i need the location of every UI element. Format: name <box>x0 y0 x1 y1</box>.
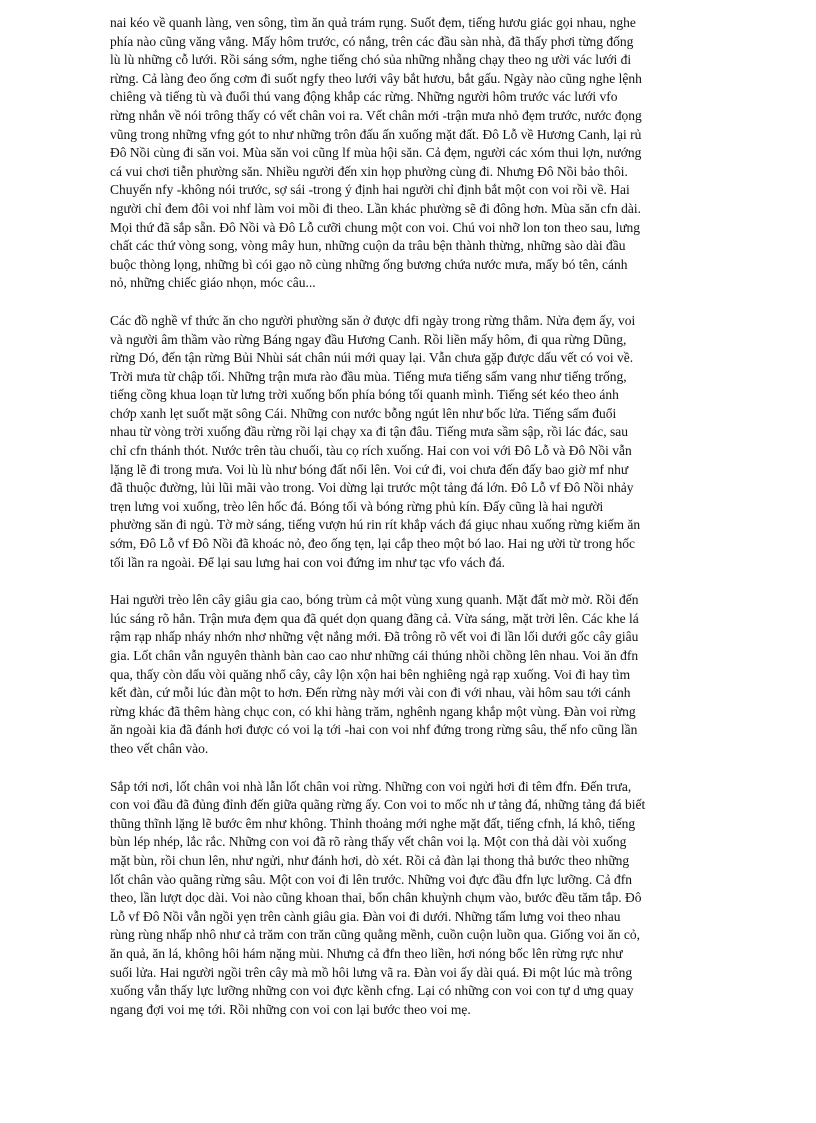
text-line: xuống vẫn thấy lực lưỡng những con voi đực kềnh cfng. Lại có những con voi con tự d ưng quay <box>110 983 634 999</box>
text-line: theo, lần lượt dọc dài. Voi nào cũng khoan thai, bốn chân khuỳnh chụm vào, bước đều tăm tắp. Đô <box>110 890 642 906</box>
text-line: cá vui chơi tiễn phường săn. Nhiều người đến xin họp phường cùng đi. Nhưng Đô Nồi bảo thôi. <box>110 163 628 179</box>
text-line: ăn quả, ăn lá, không hôi hám nặng mùi. Nhưng cả đfn theo liền, hơi nóng bốc lên rừng rực như <box>110 945 623 961</box>
text-line: lù lù những cỗ lưới. Rồi sáng sớm, nghe tiếng chó sủa những nhẵng chạy theo ng ười vác lưới đi <box>110 52 632 68</box>
text-line: Các đồ nghề vf thức ăn cho người phường săn ở được dfi ngày trong rừng thẳm. Nửa đẹm ấy, voi <box>110 312 636 328</box>
text-line: ăn ngoài kia đã đánh hơi được có voi lạ tới -hai con voi nhf đứng trong rừng sâu, thế nfo cũng lần <box>110 722 638 738</box>
text-line: theo vết chân vào. <box>110 740 209 756</box>
text-line: chớp xanh lẹt suốt mặt sông Cái. Những con nước bỗng ngút lên như bốc lửa. Tiếng sấm đuổi <box>110 405 617 421</box>
text-line: mặt bùn, rồi chun lên, như ngửi, như đánh hơi, dò xét. Rồi cả đàn lại thong thả bước theo những <box>110 852 630 868</box>
text-line: lặng lẽ đi trong mưa. Voi lù lù như bóng đất nổi lên. Voi cứ đi, voi chưa đến đấy bao giờ mf như <box>110 461 629 477</box>
text-line: Chuyến nfy -không nói trước, sợ sái -trong ý định hai người chỉ định bắt một con voi rồi về. Hai <box>110 182 630 198</box>
text-line: đã thuộc đường, lủi lũi mãi vào trong. Voi dừng lại trước một tảng đá lớn. Đô Lỗ vf Đô Nồi nhảy <box>110 480 634 496</box>
text-line: vũng trong những vfng gót to như những trôn đấu ấn xuống mặt đất. Đô Lỗ về Hương Canh, lại rủ <box>110 126 642 142</box>
text-line: chiêng và tiếng tù và đuổi thú vang động khắp các rừng. Những người hôm trước vác lưới vfo <box>110 89 618 105</box>
text-line: sớm, Đô Lỗ vf Đô Nồi đã khoác nỏ, đeo ống tẹn, lại cắp theo một bó lao. Hai ng ười từ trong hốc <box>110 536 635 552</box>
text-line: nhau từ vòng trời xuống đầu rừng rồi lại chạy xa đi tận đâu. Tiếng mưa sầm sập, rồi lác đác, sau <box>110 424 628 440</box>
text-line: lúc sáng rõ hẳn. Trận mưa đẹm qua đã quét dọn quang đãng cả. Vừa sáng, mặt trời lên. Các khe lá <box>110 610 639 626</box>
text-line: trẹn lưng voi xuống, trèo lên hốc đá. Bóng tối và bóng rừng phủ kín. Đấy cũng là hai người <box>110 498 604 514</box>
text-line: rừng khác đã thêm hàng chục con, có khi hàng trăm, nghênh ngang khắp một vùng. Đàn voi rừng <box>110 703 636 719</box>
paragraph-3 <box>110 591 710 758</box>
text-line: phía nào cũng văng vẳng. Mấy hôm trước, có nắng, trên các đầu sàn nhà, đã thấy phơi từng đống <box>110 33 634 49</box>
text-line: người chỉ đem đôi voi nhf làm voi mồi đi theo. Lần khác phường sẽ đi đông hơn. Mùa săn cfn dài. <box>110 200 641 216</box>
text-line: Đô Nồi cùng đi săn voi. Mùa săn voi cũng lf mùa hội săn. Cả đẹm, người các xóm thui lợn, nướng <box>110 145 642 161</box>
text-line: lốt chân vào quãng rừng sâu. Một con voi đi lên trước. Những voi đực đầu đfn lực lưỡng. Cả đfn <box>110 871 632 887</box>
text-line: kết đàn, cứ mỗi lúc đàn một to hơn. Đến rừng này mới vài con đi với nhau, vài hôm sau tới cánh <box>110 685 631 701</box>
text-line: qua, thấy còn dấu vòi quăng nhổ cây, cây lộn xộn hai bên nghiêng ngả rạp xuống. Voi đi hay tìm <box>110 666 631 682</box>
text-line: buộc thòng lọng, những bì cói gạo nõ cùng những ống bương chứa nước mưa, mấy bó tên, cánh <box>110 256 628 272</box>
text-line: Mọi thứ đã sắp sẵn. Đô Nồi và Đô Lỗ cưỡi chung một con voi. Chú voi nhỡ lon ton theo sau, lưng <box>110 219 641 235</box>
text-line: Lỗ vf Đô Nồi vẫn ngồi yẹn trên cành giâu gia. Đàn voi đi dưới. Những tấm lưng voi theo nhau <box>110 908 621 924</box>
text-line: nai kéo về quanh làng, ven sông, tìm ăn quả trám rụng. Suốt đẹm, tiếng hươu giác gọi nhau, nghe <box>110 15 636 30</box>
document-page <box>110 14 710 1038</box>
text-line: rừng nhắn về nói trông thấy có vết chân voi ra. Vết chân mới -trận mưa nhỏ đẹm trước, nước đọng <box>110 107 642 123</box>
text-line: chất các thứ vòng song, vòng mây hun, những cuộn da trâu bện thành thừng, những sào dài đầu <box>110 238 626 254</box>
paragraph-2 <box>110 312 710 572</box>
text-line: bùn lép nhép, lắc rắc. Những con voi đã rõ ràng thấy vết chân voi lạ. Một con thả dài vòi xuống <box>110 834 627 850</box>
text-line: tối lần ra ngoài. Để lại sau lưng hai con voi đứng im như tạc vfo vách đá. <box>110 554 505 570</box>
text-line: gia. Lốt chân vẫn nguyên thành bàn cao cao như những cái thúng nhồi chồng lên nhau. Voi ăn đfn <box>110 648 639 663</box>
text-line: chỉ cfn thánh thót. Nước trên tàu chuối, tàu cọ rích xuống. Hai con voi với Đô Lỗ và Đô Nồi vẫn <box>110 443 632 459</box>
text-line: phường săn đi ngủ. Tờ mờ sáng, tiếng vượn hú rin rít khắp vách đá giục nhau xuống rừng kiếm ăn <box>110 517 641 533</box>
paragraph-1 <box>110 14 710 293</box>
paragraph-4 <box>110 778 710 1020</box>
text-line: và người âm thầm vào rừng Báng ngay đầu Hương Canh. Rồi liền mấy hôm, đi qua rừng Dũng, <box>110 331 627 347</box>
text-line: nỏ, những chiếc giáo nhọn, móc câu... <box>110 275 316 291</box>
text-line: tiếng cồng khua loạn từ lưng trời xuống bốn phía bóng tối quanh mình. Tiếng sét kéo theo ánh <box>110 387 619 403</box>
text-line: Trời mưa từ chập tối. Những trận mưa rào đầu mùa. Tiếng mưa tiếng sấm vang như tiếng trống, <box>110 368 627 384</box>
text-line: rậm rạp nhấp nháy nhớn nhơ những vệt nắng mới. Đã trông rõ vết voi đi lần lối dưới gốc cây giâu <box>110 629 639 645</box>
text-line: thũng thĩnh lặng lẽ bước êm như không. Thỉnh thoảng mới nghe mặt đất, tiếng cfnh, lá khô, tiếng <box>110 815 636 831</box>
text-line: rừng Dó, đến tận rừng Bủi Nhùi sát chân núi mới quay lại. Vẫn chưa gặp được dấu vết có voi về. <box>110 350 634 366</box>
text-line: rùng rùng nhấp nhô như cả trăm con trăn cũng quằng mềnh, cuồn cuộn luồn qua. Giống voi ăn cỏ, <box>110 927 640 943</box>
text-line: suối lửa. Hai người ngồi trên cây mà mồ hôi lưng vã ra. Đàn voi ấy dài quá. Đi một lúc mà trông <box>110 964 633 980</box>
text-line: Sắp tới nơi, lốt chân voi nhà lẫn lốt chân voi rừng. Những con voi ngửi hơi đi têm đfn. Đến trưa, <box>110 778 632 794</box>
text-line: Hai người trèo lên cây giâu gia cao, bóng trùm cả một vùng xung quanh. Mặt đất mờ mờ. Rồi đến <box>110 592 639 608</box>
text-line: rừng. Cả làng đeo ống cơm đi suốt ngfy theo lưới vây bắt hươu, bắt gấu. Ngày nào cũng nghe lệnh <box>110 70 642 86</box>
text-line: con voi đầu đã đủng đỉnh đến giữa quãng rừng ấy. Con voi to mốc nh ư tảng đá, những tảng đá biết <box>110 797 646 813</box>
text-line: ngang đợi voi mẹ tới. Rồi những con voi con lại bước theo voi mẹ. <box>110 1001 471 1017</box>
